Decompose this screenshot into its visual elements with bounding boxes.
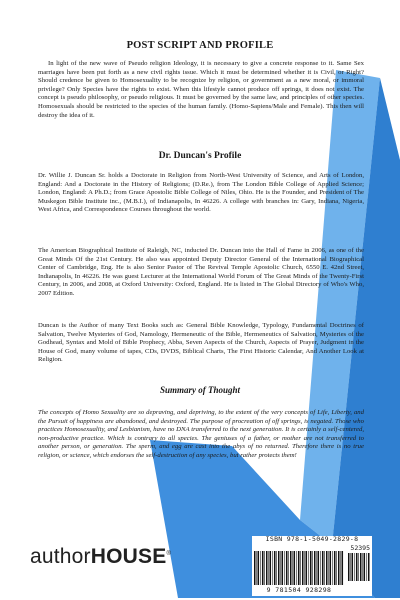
barcode-bar	[258, 551, 260, 585]
publisher-logo	[30, 545, 171, 569]
barcode-bar	[314, 551, 316, 585]
barcode-addon-bars	[348, 553, 370, 581]
profile-paragraph-2: The American Biographical Institute of Raleigh, NC, inducted Dr. Duncan into the Hall of Fame in 2006, as one of the Great Minds Of the 21st Century. He also was appointed Deputy Director General of the International Biographical Center of Cambridge, Eng. He is also Senior Pastor of The Revival Temple Apostolic Church, 6550 E. 42nd Street, Indianapolis, In 46226. He was guest Lecturer at the International World Forum of The Great Minds of the Twenty-First Century, in 2006, and 2008, at Oxford University: Oxford, England. He is listed in The Global Directory of Who's Who, 2007 Edition.	[38, 247, 364, 297]
profile-paragraph-1: Dr. Willie J. Duncan Sr. holds a Doctorate in Religion from North-West University of Science, and Arts of London, England: And a Doctorate in the History of Religions; (D.Re.), from The London Bible College of Applied Science; London, England: A Ph.D.; from Grace Apostolic Bible College of Niles, Ohio. He is the Founder, and President of The Muskegon Bible Institute inc., (M.B.I.), of Indianapolis, In 46226. A college with branches in: Gary, Indiana, Nigeria, West Africa, and Correspondence Courses throughout the world.	[38, 172, 364, 214]
barcode-bar	[270, 551, 272, 585]
logo-trademark: ®	[166, 551, 172, 557]
barcode-bar	[336, 551, 337, 585]
barcode-bar	[254, 551, 256, 585]
barcode-bar	[282, 551, 284, 585]
page-title: POST SCRIPT AND PROFILE	[126, 40, 274, 51]
barcode-bar	[334, 551, 336, 585]
barcode-bar	[348, 553, 350, 581]
barcode-bar	[318, 551, 320, 585]
barcode-bar	[296, 551, 297, 585]
barcode-bar	[350, 553, 351, 581]
barcode-bar	[352, 553, 354, 581]
barcode-bar	[304, 551, 305, 585]
barcode-bar	[316, 551, 317, 585]
price-code: 52395	[350, 544, 370, 552]
barcode-bar	[360, 553, 362, 581]
profile-heading: Dr. Duncan's Profile	[158, 151, 242, 161]
barcode-bar	[260, 551, 261, 585]
barcode-bar	[278, 551, 280, 585]
barcode-bar	[308, 551, 309, 585]
barcode-main-bars	[254, 551, 344, 585]
barcode-bar	[266, 551, 268, 585]
barcode-bar	[272, 551, 273, 585]
isbn-barcode	[252, 536, 372, 596]
barcode-bar	[326, 551, 328, 585]
barcode-bar	[268, 551, 269, 585]
barcode-bar	[288, 551, 289, 585]
barcode-bar	[264, 551, 265, 585]
barcode-bar	[358, 553, 359, 581]
barcode-bar	[286, 551, 288, 585]
barcode-bar	[354, 553, 355, 581]
barcode-bar	[298, 551, 300, 585]
barcode-bar	[262, 551, 264, 585]
summary-heading: Summary of Thought	[159, 385, 241, 395]
logo-part-house: HOUSE	[90, 545, 167, 568]
isbn-text: ISBN 978-1-5049-2829-8	[265, 535, 359, 543]
barcode-bar	[364, 553, 366, 581]
barcode-bar	[368, 553, 370, 581]
barcode-digits: 9 781504 928298	[266, 586, 332, 594]
barcode-bar	[274, 551, 276, 585]
barcode-bar	[322, 551, 324, 585]
barcode-bar	[300, 551, 301, 585]
intro-paragraph: In light of the new wave of Pseudo religion Ideology, it is necessary to give a concrete response to it. Same Sex marriages have been put forth as a new civil rights issue. Which it must be determined whether it is Civil, or Right? Should credence be given to Homosexuality to be recognize by religion, or government as a new moral, or immoral privilege? Only Species have the rights to exist. When this lifestyle cannot produce off springs, it does not exist. The concept is pseudo philosophy, or pseudo religious. It must be governed by the same law, and principles of other species. Homosexuals should be restricted to the species of the human family. (Homo-Sapiens/Male and Female). This then will destroy the idea of it.	[38, 60, 364, 119]
barcode-bar	[328, 551, 329, 585]
barcode-bar	[256, 551, 257, 585]
logo-part-author: author	[30, 545, 91, 568]
barcode-bar	[310, 551, 312, 585]
barcode-bar	[280, 551, 281, 585]
barcode-bar	[362, 553, 363, 581]
barcode-bar	[330, 551, 332, 585]
barcode-bar	[320, 551, 321, 585]
barcode-bar	[302, 551, 304, 585]
barcode-bar	[356, 553, 358, 581]
barcode-bar	[342, 551, 344, 585]
barcode-bar	[276, 551, 277, 585]
barcode-bar	[292, 551, 293, 585]
summary-paragraph: The concepts of Homo Sexuality are so depraving, and depriving, to the extent of the very concepts of Life, Liberty, and the Pursuit of happiness are abandoned, and destroyed. The purpose of procreation of off springs, is negated. Those who practices Homosexuality, and Lesbianism, have no DNA transferred to the next generation. It is certainly a self-centered, non-productive practice. Which is contrary to all species. The geniuses of a father, or mother are not transferred to another person, or generation. The sperm, and egg are cast into the abys of no returned. Therefore there is no true religion, or science, which endorses the self-destruction of any species, but rather protects them!	[38, 409, 364, 459]
profile-paragraph-3: Duncan is the Author of many Text Books such as: General Bible Knowledge, Typology, Fundamental Doctrines of Salvation, Twelve Mysteries of God, Namology, Hermeneutic of the Bible, Hermeneutics of Salvation, Mysteries of the Godhead, Syntax and Mold of Bible Prophecy, Abba, Seven Aspects of the Church, Aspects of Prayer, Judgment in the House of God, many volume of tapes, CDs, DVDS, Biblical Charts, The First Historic Calendar, And Another Look at Religion.	[38, 322, 364, 364]
barcode-bar	[294, 551, 296, 585]
barcode-bar	[284, 551, 285, 585]
barcode-bar	[366, 553, 367, 581]
barcode-bar	[306, 551, 308, 585]
barcode-bar	[340, 551, 341, 585]
barcode-bar	[332, 551, 333, 585]
barcode-bar	[324, 551, 325, 585]
barcode-bar	[290, 551, 292, 585]
barcode-bar	[338, 551, 340, 585]
barcode-bar	[312, 551, 313, 585]
